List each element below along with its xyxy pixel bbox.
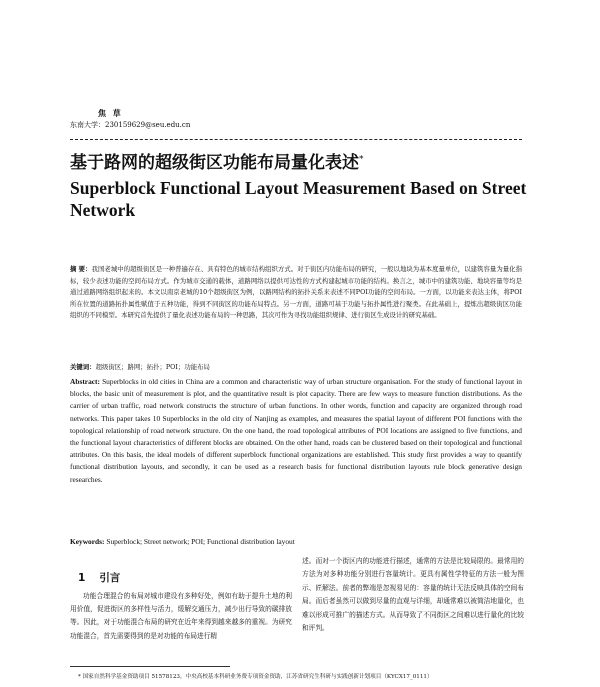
keywords-chinese-text: 超级街区；路网；拓扑；POI；功能布局: [95, 363, 210, 371]
abstract-chinese-text: 我国老城中的超级街区是一种普遍存在、具有特色的城市结构组织方式。对于街区内功能布局的研究，一般以地块为基本度量单位，以建筑容量为量化指标，较少表述功能的空间布局方式。作为城市交通的载体，道路网络以提供可达性的方式构建起城市功能的结构。换言之，城市中的建筑功能、地块容量等均是通过道路网络组织起来的。本文以南京老城的10个超级街区为例，以路网结构的拓扑关系来表述不同POI功能的空间布局。一方面，以功能来表达主体，将POI所在位置的道路拓扑属性赋值于五种功能，得到不同街区的功能布局特点。另一方面，道路可基于功能与拓扑属性进行聚类。在此基础上，提炼出超级街区功能组织的不同模型。本研究首先提供了量化表述功能布局的一种思路，其次可作为寻找功能组织规律、进行街区生成设计的研究基础。: [70, 265, 522, 320]
keywords-english-label: Keywords:: [70, 537, 105, 546]
keywords-english: [70, 537, 295, 546]
footnote-mark: *: [78, 674, 81, 680]
title-english: Superblock Functional Layout Measurement Based on Street Network: [70, 178, 527, 220]
title-chinese: [70, 148, 364, 173]
abstract-chinese: [70, 264, 522, 322]
keywords-english-text: Superblock; Street network; POI; Functional distribution layout: [106, 537, 295, 546]
keywords-chinese: [70, 362, 210, 371]
body-column-right: 述。而对一个街区内的功能进行描述，通常的方法是比较局限的。最常用的方法为对多种功能分别进行容量统计。更具有属性学特征的方法一般为图示、匠解法。前者的弊端是忽视易见的：容量的统计无法反映具体的空间布局。而后者虽然可以做到尽量的直观与详细，却通常难以被简洁地量化，也难以形成可推广的描述方式。从而导致了不同街区之间难以进行量化的比较和评判。: [302, 557, 524, 633]
abstract-chinese-label: 摘 要：: [70, 265, 92, 273]
abstract-english-text: Superblocks in old cities in China are a common and characteristic way of urban structure organisation. For the study of functional layout in blocks, the basic unit of measurement is plot, and the quantitative result is plot capacity. There are few ways to measure function distributions. As the carrier of urban traffic, road network constructs the structure of urban functions. In other words, function and capacity are organized through road networks. This paper takes 10 Superblocks in the old city of Nanjing as examples, and measures the spatial layout of different POI functions with the topological relationship of road network structure. On the one hand, the road topological attributes of POI locations are assigned to five functions, and the functional layout characteristics of different blocks are obtained. On the other hand, roads can be clustered based on their topological and functional attributes. On this basis, the ideal models of different superblock functional organizations are established. This study first provides a way to quantify functional distribution layouts, and secondly, it can be used as a research basis for functional distribution layouts rule block generative design researches.: [70, 377, 522, 484]
section-number: 1: [78, 572, 86, 584]
header-divider: [70, 139, 522, 140]
footnote: [78, 672, 433, 680]
section-heading: [78, 570, 134, 585]
body-column-left: 功能合理混合的布局对城市建设有多种好处，例如有助于提升土地的利用价值，促进街区的多样性与活力，缓解交通压力，减少出行导致的碳排放等。因此，对于功能混合布局的研究在近年来得到越来越多的重视。为研究功能混合，首先需要得到的是对功能的布局进行精: [70, 592, 292, 640]
abstract-english-label: Abstract:: [70, 377, 100, 386]
abstract-english: [70, 376, 522, 486]
author-name: 焦 草: [98, 108, 123, 118]
footnote-text: 国家自然科学基金资助项目 51578123，中央高校基本科研业务费专项资金资助，江苏省研究生科研与实践创新计划项目（KYCX17_0111）: [82, 674, 433, 680]
section-title: 引言: [99, 572, 121, 584]
author-affiliation: 东南大学：230159629@seu.edu.cn: [70, 121, 191, 129]
title-chinese-text: 基于路网的超级街区功能布局量化表述: [70, 153, 359, 173]
keywords-chinese-label: 关键词：: [70, 363, 96, 371]
footnote-divider: [70, 666, 230, 667]
title-footnote-mark: *: [359, 154, 364, 165]
